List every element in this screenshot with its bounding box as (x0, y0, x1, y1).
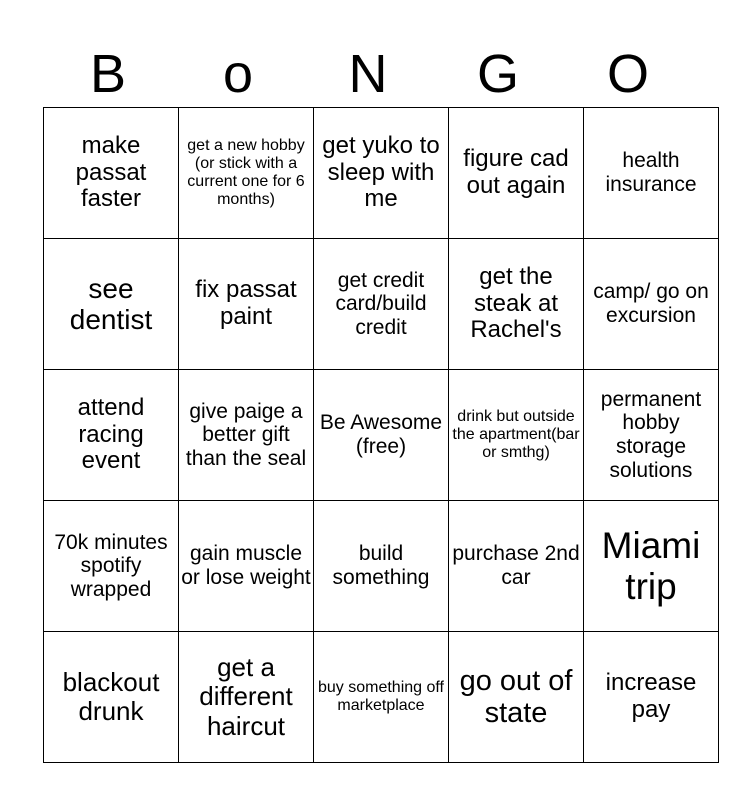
bingo-cell[interactable]: get a different haircut (179, 632, 314, 763)
header-letter-g: G (476, 44, 519, 104)
bingo-cell[interactable]: buy something off marketplace (314, 632, 449, 763)
bingo-row (44, 501, 719, 632)
bingo-cell[interactable]: fix passat paint (179, 239, 314, 370)
bingo-cell[interactable]: increase pay (584, 632, 719, 763)
header-letter-o2: O (606, 44, 649, 104)
bingo-cell[interactable]: gain muscle or lose weight (179, 501, 314, 632)
bingo-cell[interactable]: camp/ go on excursion (584, 239, 719, 370)
bingo-cell[interactable]: blackout drunk (44, 632, 179, 763)
bingo-cell[interactable]: health insurance (584, 108, 719, 239)
bingo-cell[interactable]: see dentist (44, 239, 179, 370)
bingo-cell[interactable]: go out of state (449, 632, 584, 763)
bingo-cell[interactable]: permanent hobby storage solutions (584, 370, 719, 501)
header-letter-n: N (348, 44, 388, 104)
bingo-row (44, 108, 719, 239)
bingo-row (44, 632, 719, 763)
bingo-cell[interactable]: drink but outside the apartment(bar or smthg) (449, 370, 584, 501)
bingo-cell[interactable]: 70k minutes spotify wrapped (44, 501, 179, 632)
bingo-row (44, 239, 719, 370)
bingo-row (44, 370, 719, 501)
bingo-cell[interactable]: attend racing event (44, 370, 179, 501)
bingo-cell[interactable]: Miami trip (584, 501, 719, 632)
bingo-cell[interactable]: get the steak at Rachel's (449, 239, 584, 370)
header-letter-b: B (89, 44, 127, 104)
bingo-cell[interactable]: give paige a better gift than the seal (179, 370, 314, 501)
bingo-cell[interactable]: figure cad out again (449, 108, 584, 239)
bingo-card (43, 107, 719, 763)
bingo-cell[interactable]: Be Awesome (free) (314, 370, 449, 501)
bingo-header (43, 40, 693, 108)
header-letter-o: o (222, 44, 254, 104)
bingo-cell[interactable]: build something (314, 501, 449, 632)
bingo-cell[interactable]: purchase 2nd car (449, 501, 584, 632)
bingo-cell[interactable]: make passat faster (44, 108, 179, 239)
bingo-cell[interactable]: get credit card/build credit (314, 239, 449, 370)
bingo-cell[interactable]: get a new hobby (or stick with a current one for 6 months) (179, 108, 314, 239)
bingo-cell[interactable]: get yuko to sleep with me (314, 108, 449, 239)
